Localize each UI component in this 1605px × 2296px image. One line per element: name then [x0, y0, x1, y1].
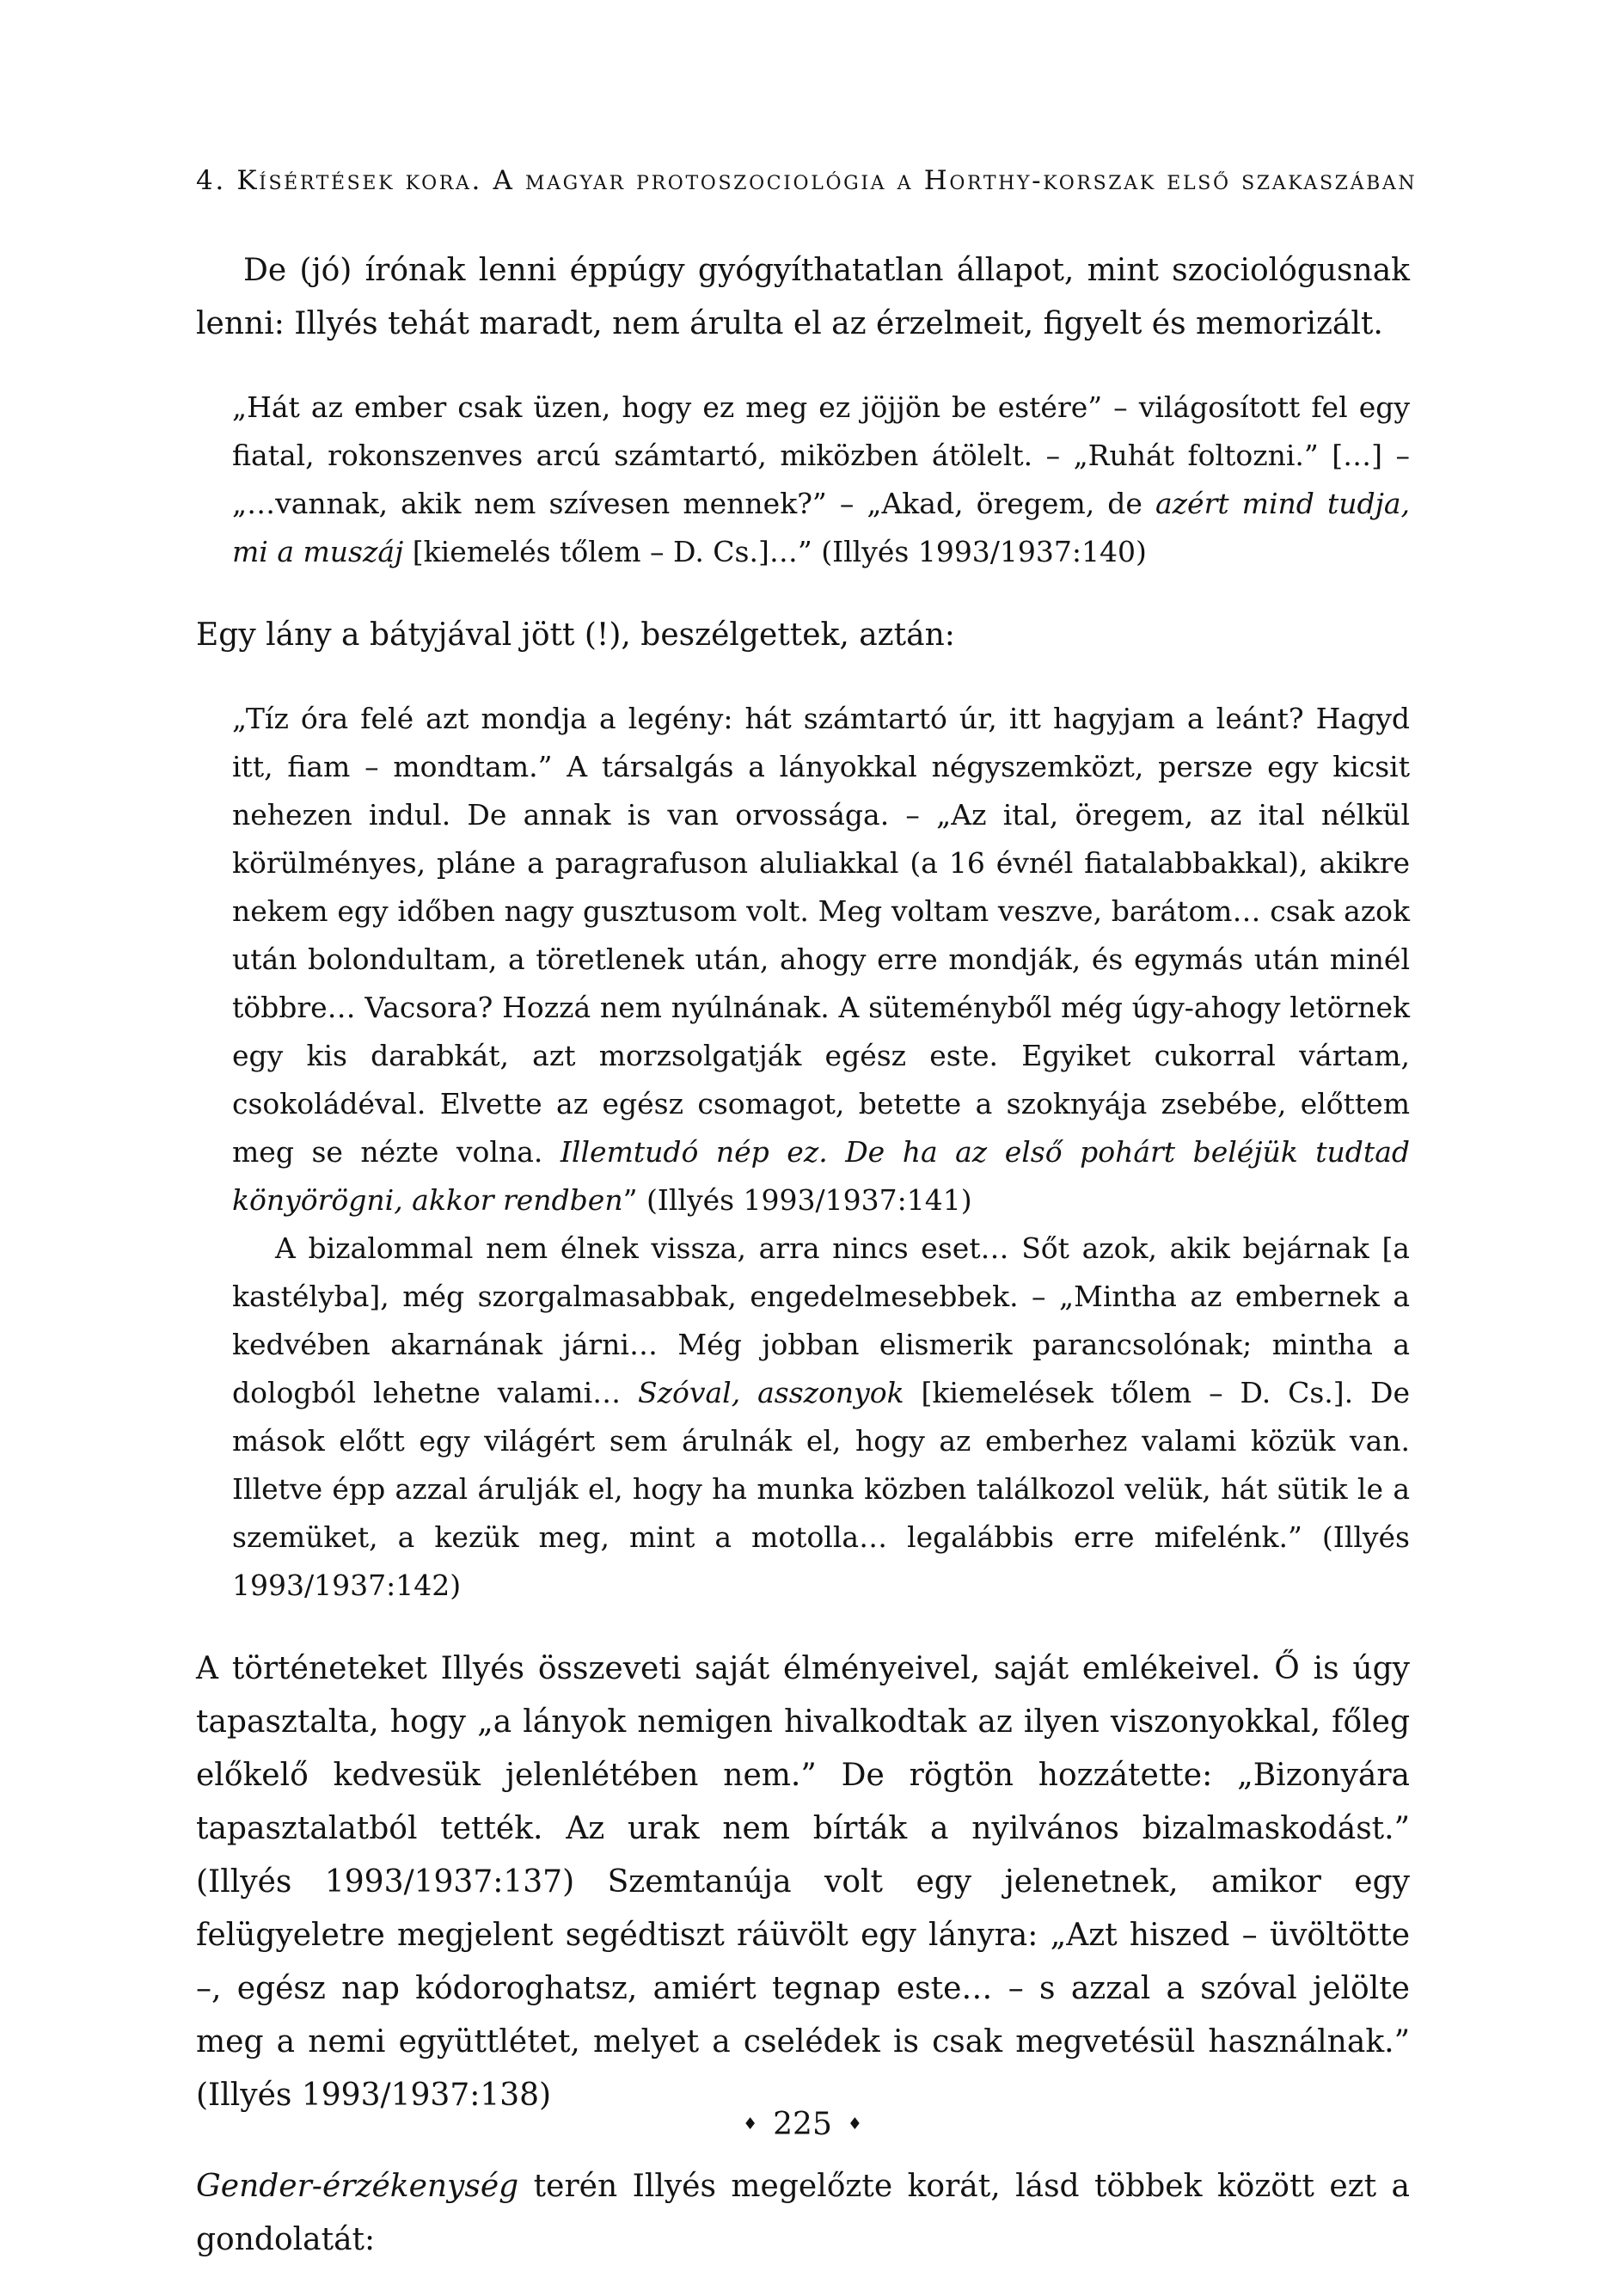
paragraph-bridge: Egy lány a bátyjával jött (!), beszélgettek, aztán: — [196, 617, 955, 653]
page-footer — [0, 2105, 1605, 2144]
footer-diamond-left-icon: ♦ — [743, 2115, 758, 2133]
page-number: 225 — [773, 2107, 832, 2142]
paragraph-gender: Gender-érzékenység terén Illyés megelőzte korát, lásd többek között ezt a gondolatát: — [196, 2169, 1410, 2257]
blockquote-illyes-142: A bizalommal nem élnek vissza, arra nincs eset… Sőt azok, akik bejárnak [a kastélyba], még szorgalmasabbak, engedelmesebbek. – „Mintha az embernek a kedvében akarnának járni… Még jobban elismerik parancsolónak; mintha a dologból lehetne valami… Szóval, asszonyok [kiemelések tőlem – D. Cs.]. De mások előtt egy világért sem árulnák el, hogy az emberhez valami közük van. Illetve épp azzal árulják el, hogy ha munka közben találkozol velük, hát sütik le a szemüket, a kezük meg, mint a motolla… legalábbis erre mifelénk.” (Illyés 1993/1937:142) — [232, 1231, 1410, 1602]
running-header: 4. Kísértések kora. A magyar protoszociológia a Horthy-korszak első szakaszában — [196, 165, 1418, 196]
blockquote-illyes-141: „Tíz óra felé azt mondja a legény: hát számtartó úr, itt hagyjam a leánt? Hagyd itt, fiam – mondtam.” A társalgás a lányokkal négyszemközt, persze egy kicsit nehezen indul. De annak is van orvossága. – „Az ital, öregem, az ital nélkül körülményes, pláne a paragrafuson aluliakkal (a 16 évnél fiatalabbakkal), akikre nekem egy időben nagy gusztusom volt. Meg voltam veszve, barátom… csak azok után bolondultam, a töretlenek után, ahogy erre mondják, és egymás után minél többre… Vacsora? Hozzá nem nyúlnának. A süteményből még úgy-ahogy letörnek egy kis darabkát, azt morzsolgatják egész este. Egyiket cukorral vártam, csokoládéval. Elvette az egész csomagot, betette a szoknyája zsebébe, előttem meg se nézte volna. Illemtudó nép ez. De ha az első pohárt beléjük tudtad könyörögni, akkor rendben” (Illyés 1993/1937:141) — [232, 702, 1410, 1217]
blockquote-illyes-140: „Hát az ember csak üzen, hogy ez meg ez jöjjön be estére” – világosított fel egy fiatal, rokonszenves arcú számtartó, miközben átölelt. – „Ruhát foltozni.” […] – „…vannak, akik nem szívesen mennek?” – „Akad, öregem, de azért mind tudja, mi a muszáj [kiemelés tőlem – D. Cs.]…” (Illyés 1993/1937:140) — [232, 390, 1410, 568]
paragraph-intro: De (jó) írónak lenni éppúgy gyógyíthatatlan állapot, mint szociológusnak lenni: Illyés tehát maradt, nem árulta el az érzelmeit, figyelt és memorizált. — [196, 253, 1410, 341]
paragraph-commentary: A történeteket Illyés összeveti saját élményeivel, saját emlékeivel. Ő is úgy tapasztalta, hogy „a lányok nemigen hivalkodtak az ilyen viszonyokkal, főleg előkelő kedvesük jelenlétében nem.” De rögtön hozzátette: „Bizonyára tapasztalatból tették. Az urak nem bírták a nyilvános bizalmaskodást.” (Illyés 1993/1937:137) Szemtanúja volt egy jelenetnek, amikor egy felügyeletre megjelent segédtiszt ráüvölt egy lányra: „Azt hiszed – üvöltötte –, egész nap kódoroghatsz, amiért tegnap este… – s azzal a szóval jelölte meg a nemi együttlétet, melyet a cselédek is csak megvetésül használnak.” (Illyés 1993/1937:138) — [196, 1651, 1410, 2113]
footer-diamond-right-icon: ♦ — [847, 2115, 862, 2133]
